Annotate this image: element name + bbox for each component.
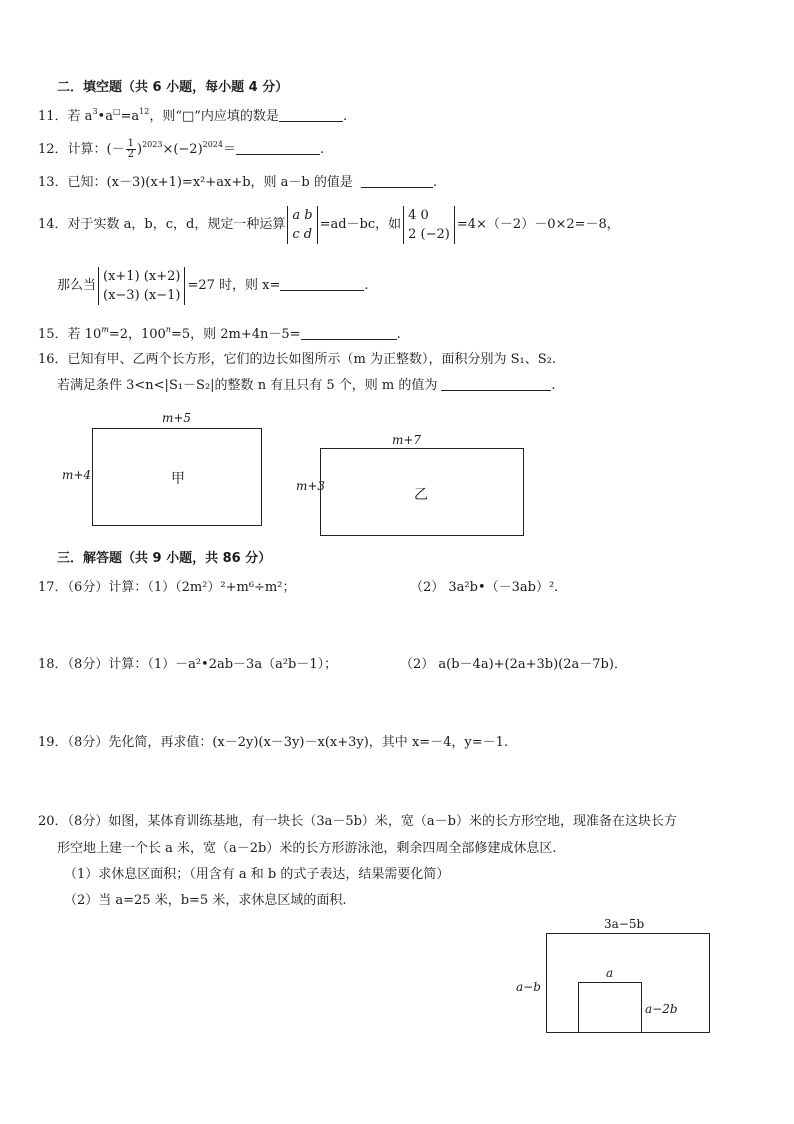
question-20-line-1: 20．（8分）如图，某体育训练基地，有一块长（3a－5b）米，宽（a－b）米的长方形空地，现准备在这块长方 [38, 814, 678, 829]
question-18-part-1: 18．（8分）计算：（1）－a²•2ab－3a（a²b－1）； [38, 657, 338, 672]
question-17-part-1: 17．（6分）计算：（1）（2m²）²+m⁶÷m²； [38, 580, 296, 595]
question-20-line-2: 形空地上建一个长 a 米，宽（a－2b）米的长方形游泳池，剩余四周全部修建成休息区. [57, 841, 557, 856]
question-19: 19．（8分）先化简，再求值：(x－2y)(x－3y)－x(x+3y)，其中 x=－4，y=－1. [38, 735, 509, 750]
question-14-condition: 那么当 (x+1) (x+2) (x−3) (x−1) =27 时，则 x= . [57, 268, 369, 303]
outer-rect-side-label: a−b [516, 980, 541, 994]
rect-jia-side-label: m+4 [62, 468, 92, 482]
answer-blank-14[interactable] [280, 278, 364, 291]
question-18-part-2: （2） a(b－4a)+(2a+3b)(2a－7b)． [400, 657, 627, 672]
answer-blank-15[interactable] [301, 327, 397, 340]
question-17-part-2: （2） 3a²b•（－3ab）². [410, 580, 559, 595]
section-3-title: 三．解答题（共 9 小题，共 86 分） [57, 551, 272, 566]
rect-yi-top-label: m+7 [392, 433, 422, 447]
answer-blank-13[interactable] [361, 175, 433, 188]
question-20-sub-1: （1）求休息区面积；（用含有 a 和 b 的式子表达，结果需要化简） [64, 867, 450, 882]
question-12: 12．计算：(－ $\frac{1}{2}$ )$^{2023}\times(-2)^{2024}=$ . [38, 138, 325, 160]
rect-jia-top-label: m+5 [162, 411, 192, 425]
question-20-sub-2: （2）当 a=25 米，b=5 米，求休息区域的面积. [64, 893, 347, 908]
question-16-line-2: 若满足条件 3<n<|S₁－S₂|的整数 n 有且只有 5 个，则 m 的值为 . [57, 378, 556, 393]
rect-yi-side-label: m+3 [296, 479, 326, 493]
inner-rectangle-pool [578, 982, 642, 1033]
determinant-question: (x+1) (x+2) (x−3) (x−1) [98, 267, 185, 305]
fraction: $\frac{1}{2}$ [127, 138, 134, 160]
determinant-definition: a b c d [287, 206, 317, 244]
section-2-title: 二．填空题（共 6 小题，每小题 4 分） [57, 80, 289, 95]
question-16-line-1: 16．已知有甲、乙两个长方形，它们的边长如图所示（m 为正整数），面积分别为 S₁、S₂. [38, 352, 557, 367]
rect-jia-center-label: 甲 [171, 471, 185, 487]
determinant-example: 4 0 2 (−2) [403, 206, 455, 244]
inner-rect-side-label: a−2b [645, 1002, 678, 1016]
answer-blank-12[interactable] [236, 142, 320, 155]
answer-blank-16[interactable] [441, 378, 551, 391]
answer-blank-11[interactable] [279, 109, 343, 122]
question-13: 13．已知：(x－3)(x+1)=x²+ax+b，则 a－b 的值是 . [38, 175, 438, 190]
outer-rect-top-label: 3a−5b [604, 917, 645, 931]
inner-rect-top-label: a [606, 966, 614, 980]
question-15: 15．若 $10^m=2$，$100^n=5$，则 2m+4n－5= . [38, 325, 401, 342]
rect-yi-center-label: 乙 [414, 487, 428, 503]
question-14: 14．对于实数 a，b，c，d，规定一种运算 a b c d =ad－bc，如 4 0 2 (−2) =4×（－2）－0×2=－8， [38, 207, 620, 242]
question-11: 11．若 $a^3•a^□=a^{12}$，则“□”内应填的数是 . [38, 107, 348, 124]
